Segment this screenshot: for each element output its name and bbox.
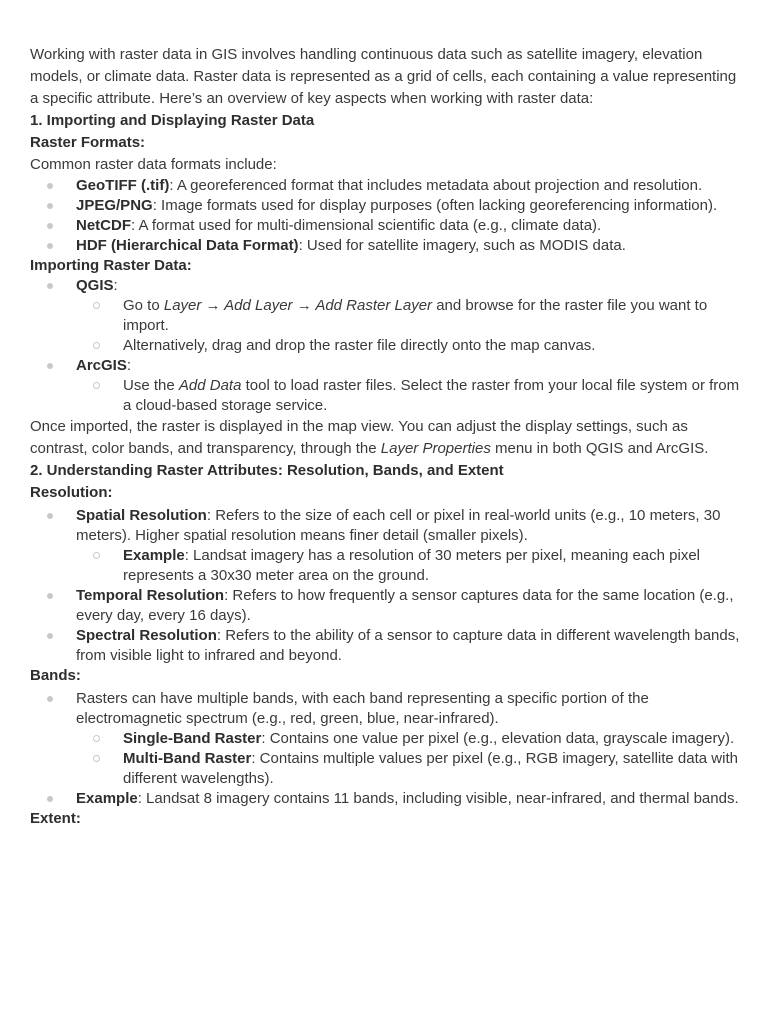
software-name-arcgis: ArcGIS [76, 357, 127, 374]
hollow-bullet-icon [93, 735, 100, 742]
colon: : [126, 357, 132, 374]
list-item [76, 296, 746, 336]
list-item-arcgis [30, 356, 746, 416]
colon: : [113, 277, 118, 294]
raster-formats-heading: Raster Formats: [30, 134, 146, 151]
list-item-qgis [30, 276, 746, 356]
term-description: : Contains one value per pixel (e.g., elevation data, grayscale imagery). [261, 730, 735, 747]
bands-heading: Bands: [30, 667, 81, 684]
term-name: Single-Band Raster [123, 730, 262, 747]
spatial-sublist [76, 546, 746, 586]
format-description: : Image formats used for display purposes (often lacking georeferencing information). [152, 197, 718, 214]
list-item [76, 729, 746, 749]
list-item [76, 546, 746, 586]
software-name-qgis: QGIS [76, 277, 114, 294]
term-description: : Refers to the size of each cell or pixel in real-world units (e.g., 10 meters, 30 meters). Higher spatial resolution means finer detail (smaller pixels). [76, 507, 721, 544]
format-description: : A georeferenced format that includes metadata about projection and resolution. [169, 177, 703, 194]
bullet-icon [47, 283, 53, 289]
resolution-heading: Resolution: [30, 484, 113, 501]
example-text: : Landsat 8 imagery contains 11 bands, including visible, near-infrared, and thermal bands. [137, 790, 739, 807]
layer-properties-menu: Layer Properties [380, 440, 491, 457]
hollow-bullet-icon [93, 342, 100, 349]
list-item [76, 749, 746, 789]
format-name: NetCDF [76, 217, 131, 234]
hollow-bullet-icon [93, 552, 100, 559]
step-text: tool to load raster files. Select the raster from your local file system or from a cloud-based storage service. [123, 377, 740, 414]
hollow-bullet-icon [93, 302, 100, 309]
term-name: Multi-Band Raster [123, 750, 252, 767]
example-label: Example [76, 790, 138, 807]
bullet-icon [47, 363, 53, 369]
hollow-bullet-icon [93, 382, 100, 389]
list-item [76, 376, 746, 416]
list-item [30, 216, 746, 236]
raster-formats-lead: Common raster data formats include: [30, 156, 277, 173]
format-name: HDF (Hierarchical Data Format) [76, 237, 299, 254]
qgis-steps-list [76, 296, 746, 356]
importing-list [30, 276, 746, 416]
closing-paragraph [30, 416, 746, 460]
bullet-icon [47, 183, 53, 189]
closing-text: Once imported, the raster is displayed in the map view. You can adjust the display settings, such as contrast, color bands, and transparency, through the [30, 418, 688, 457]
list-item [30, 506, 746, 586]
term-description: : Refers to how frequently a sensor captures data for the same location (e.g., every day, every 16 days). [76, 587, 734, 624]
closing-text: menu in both QGIS and ArcGIS. [490, 440, 709, 457]
list-item [30, 176, 746, 196]
bullet-icon [47, 593, 53, 599]
importing-raster-heading: Importing Raster Data: [30, 257, 192, 274]
example-text: : Landsat imagery has a resolution of 30 meters per pixel, meaning each pixel represents a 30x30 meter area on the ground. [123, 547, 700, 584]
bullet-icon [47, 243, 53, 249]
hollow-bullet-icon [93, 755, 100, 762]
bullet-icon [47, 796, 53, 802]
step-text: Alternatively, drag and drop the raster file directly onto the map canvas. [123, 337, 596, 354]
step-text: and browse for the raster file you want to import. [123, 297, 708, 334]
term-description: : Contains multiple values per pixel (e.g., RGB imagery, satellite data with different wavelengths). [123, 750, 738, 787]
step-text: Use the [123, 377, 179, 394]
list-item [76, 336, 746, 356]
bullet-icon [47, 223, 53, 229]
resolution-list [30, 506, 746, 666]
term-name: Temporal Resolution [76, 587, 225, 604]
bands-intro: Rasters can have multiple bands, with each band representing a specific portion of the electromagnetic spectrum (e.g., red, green, blue, near-infrared). [76, 690, 649, 727]
bands-sublist [76, 729, 746, 789]
format-name: GeoTIFF (.tif) [76, 177, 170, 194]
menu-path: Layer → Add Layer → Add Raster Layer [163, 297, 433, 314]
example-label: Example [123, 547, 185, 564]
list-item [30, 196, 746, 216]
intro-paragraph: Working with raster data in GIS involves handling continuous data such as satellite imagery, elevation models, or climate data. Raster data is represented as a grid of cells, each containing a value representing a specific attribute. Here’s an overview of key aspects when working with raster data: [30, 46, 737, 107]
list-item [30, 689, 746, 789]
bullet-icon [47, 633, 53, 639]
section-2-title: 2. Understanding Raster Attributes: Resolution, Bands, and Extent [30, 462, 504, 479]
list-item [30, 626, 746, 666]
format-description: : A format used for multi-dimensional scientific data (e.g., climate data). [131, 217, 602, 234]
term-name: Spatial Resolution [76, 507, 207, 524]
tool-name: Add Data [178, 377, 242, 394]
format-name: JPEG/PNG [76, 197, 153, 214]
format-description: : Used for satellite imagery, such as MODIS data. [298, 237, 626, 254]
arcgis-steps-list [76, 376, 746, 416]
bullet-icon [47, 513, 53, 519]
term-description: : Refers to the ability of a sensor to capture data in different wavelength bands, from visible light to infrared and beyond. [76, 627, 740, 664]
list-item [30, 586, 746, 626]
step-text: Go to [123, 297, 164, 314]
term-name: Spectral Resolution [76, 627, 217, 644]
section-1-title: 1. Importing and Displaying Raster Data [30, 112, 315, 129]
bands-list [30, 689, 746, 809]
raster-formats-list [30, 176, 746, 256]
list-item [30, 236, 746, 256]
document-body [30, 44, 746, 829]
extent-heading: Extent: [30, 810, 81, 827]
bullet-icon [47, 203, 53, 209]
list-item [30, 789, 746, 809]
bullet-icon [47, 696, 53, 702]
